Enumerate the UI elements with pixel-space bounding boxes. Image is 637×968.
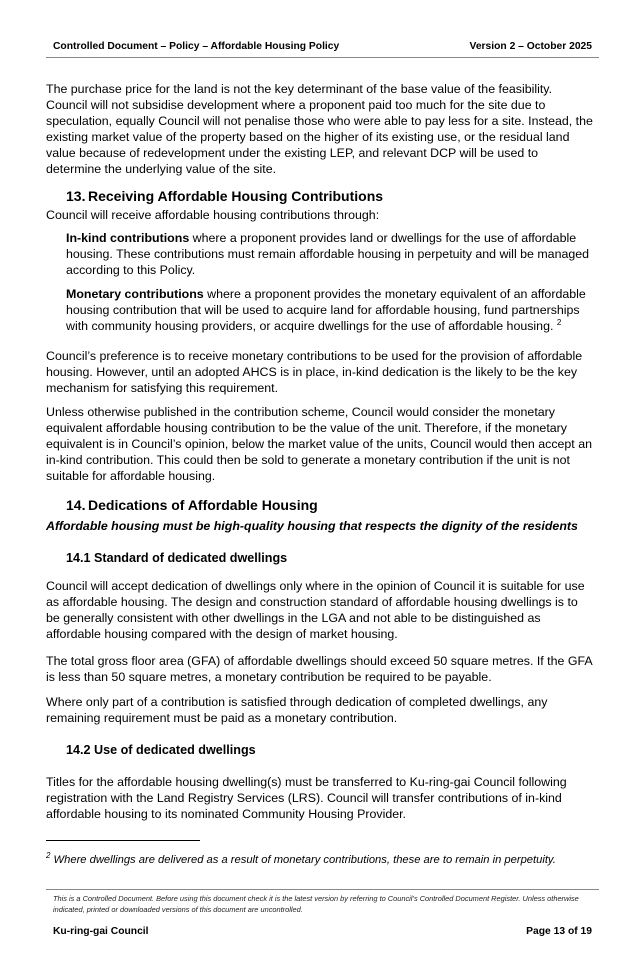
partial-paragraph: Where only part of a contribution is satisfied through dedication of completed dwellings, any remaining requirement must be paid as a monetary contribution. xyxy=(46,695,548,725)
monetary-label: Monetary contributions xyxy=(66,287,204,301)
header-title: Controlled Document – Policy – Affordable Housing Policy xyxy=(53,41,340,52)
inkind-label: In-kind contributions xyxy=(66,231,190,245)
titles-paragraph: Titles for the affordable housing dwelling(s) must be transferred to Ku-ring-gai Council following registration with the Land Registry Services (LRS). Council will transfer contributions of in-kind affordable housing to its nominated Community Housing Provider. xyxy=(46,775,567,821)
page-number: Page 13 of 19 xyxy=(526,926,592,937)
gfa-paragraph: The total gross floor area (GFA) of affordable dwellings should exceed 50 square metres. If the GFA is less than 50 square metres, a monetary contribution be required to be payable. xyxy=(46,654,592,684)
footnote-number: 2 xyxy=(46,851,51,860)
section-14-subtitle: Affordable housing must be high-quality housing that respects the dignity of the residents xyxy=(46,519,578,533)
subsection-14-2-heading: 14.2 Use of dedicated dwellings xyxy=(66,743,256,757)
header-rule xyxy=(46,57,599,58)
monetary-text: where a proponent provides the monetary equivalent of an affordable housing contribution that will be used to acquire land for affordable housing, fund partnerships with community housing providers, or acquire dwellings for the use of affordable housing. xyxy=(66,287,586,333)
section-title: Receiving Affordable Housing Contributions xyxy=(88,188,384,204)
controlled-notice: This is a Controlled Document. Before using this document check it is the latest version by referring to Council’s Controlled Document Register. Unless otherwise indicated, printed or downloaded versions of this document are uncontrolled. xyxy=(53,894,579,914)
standard-paragraph: Council will accept dedication of dwellings only where in the opinion of Council it is suitable for use as affordable housing. The design and construction standard of affordable housing dwellings is to be generally consistent with other dwellings in the LGA and not able to be distinguished as affordable housing compared with the design of market housing. xyxy=(46,579,585,641)
monetary-item xyxy=(66,286,594,334)
preference-paragraph: Council’s preference is to receive monetary contributions to be used for the provision of affordable housing. However, until an adopted AHCS is in place, in-kind dedication is the likely to be the key mechanism for satisfying this requirement. xyxy=(46,349,583,395)
footer-rule xyxy=(46,889,599,890)
header-version: Version 2 – October 2025 xyxy=(469,41,592,52)
footnote xyxy=(46,853,594,867)
inkind-text: where a proponent provides land or dwellings for the use of affordable housing. These contributions must remain affordable housing in perpetuity and will be managed according to this Policy. xyxy=(66,231,590,277)
intro-paragraph: The purchase price for the land is not the key determinant of the base value of the feasibility. Council will not subsidise development where a proponent paid too much for the site due to speculation, equally Council will not penalise those who were able to pay less for a site. Instead, the existing market value of the property based on the higher of its existing use, or the residual land value because of redevelopment under the existing LEP, and relevant DCP will be used to determine the underlying value of the site. xyxy=(46,82,593,176)
unless-paragraph: Unless otherwise published in the contribution scheme, Council would consider the monetary equivalent affordable housing contribution to be the value of the unit. Therefore, if the monetary equivalent is in Council’s opinion, below the market value of the units, Council would then accept an in-kind contribution. This could then be sold to generate a monetary contribution if the unit is not suitable for affordable housing. xyxy=(46,405,592,483)
page-header xyxy=(46,40,594,53)
section-number: 13. xyxy=(66,188,86,204)
footnote-ref[interactable]: 2 xyxy=(556,318,562,327)
section-title: Dedications of Affordable Housing xyxy=(88,497,318,513)
section-13-heading xyxy=(66,187,594,205)
footnote-text: Where dwellings are delivered as a result of monetary contributions, these are to remain in perpetuity. xyxy=(50,854,556,866)
footnote-separator xyxy=(46,840,200,841)
subsection-14-1-heading: 14.1 Standard of dedicated dwellings xyxy=(66,551,288,565)
section-13-lead: Council will receive affordable housing contributions through: xyxy=(46,208,380,222)
inkind-item xyxy=(66,230,594,278)
section-number: 14. xyxy=(66,497,86,513)
footer-org: Ku-ring-gai Council xyxy=(53,926,149,937)
section-14-heading xyxy=(66,496,594,514)
page-footer xyxy=(46,925,594,938)
